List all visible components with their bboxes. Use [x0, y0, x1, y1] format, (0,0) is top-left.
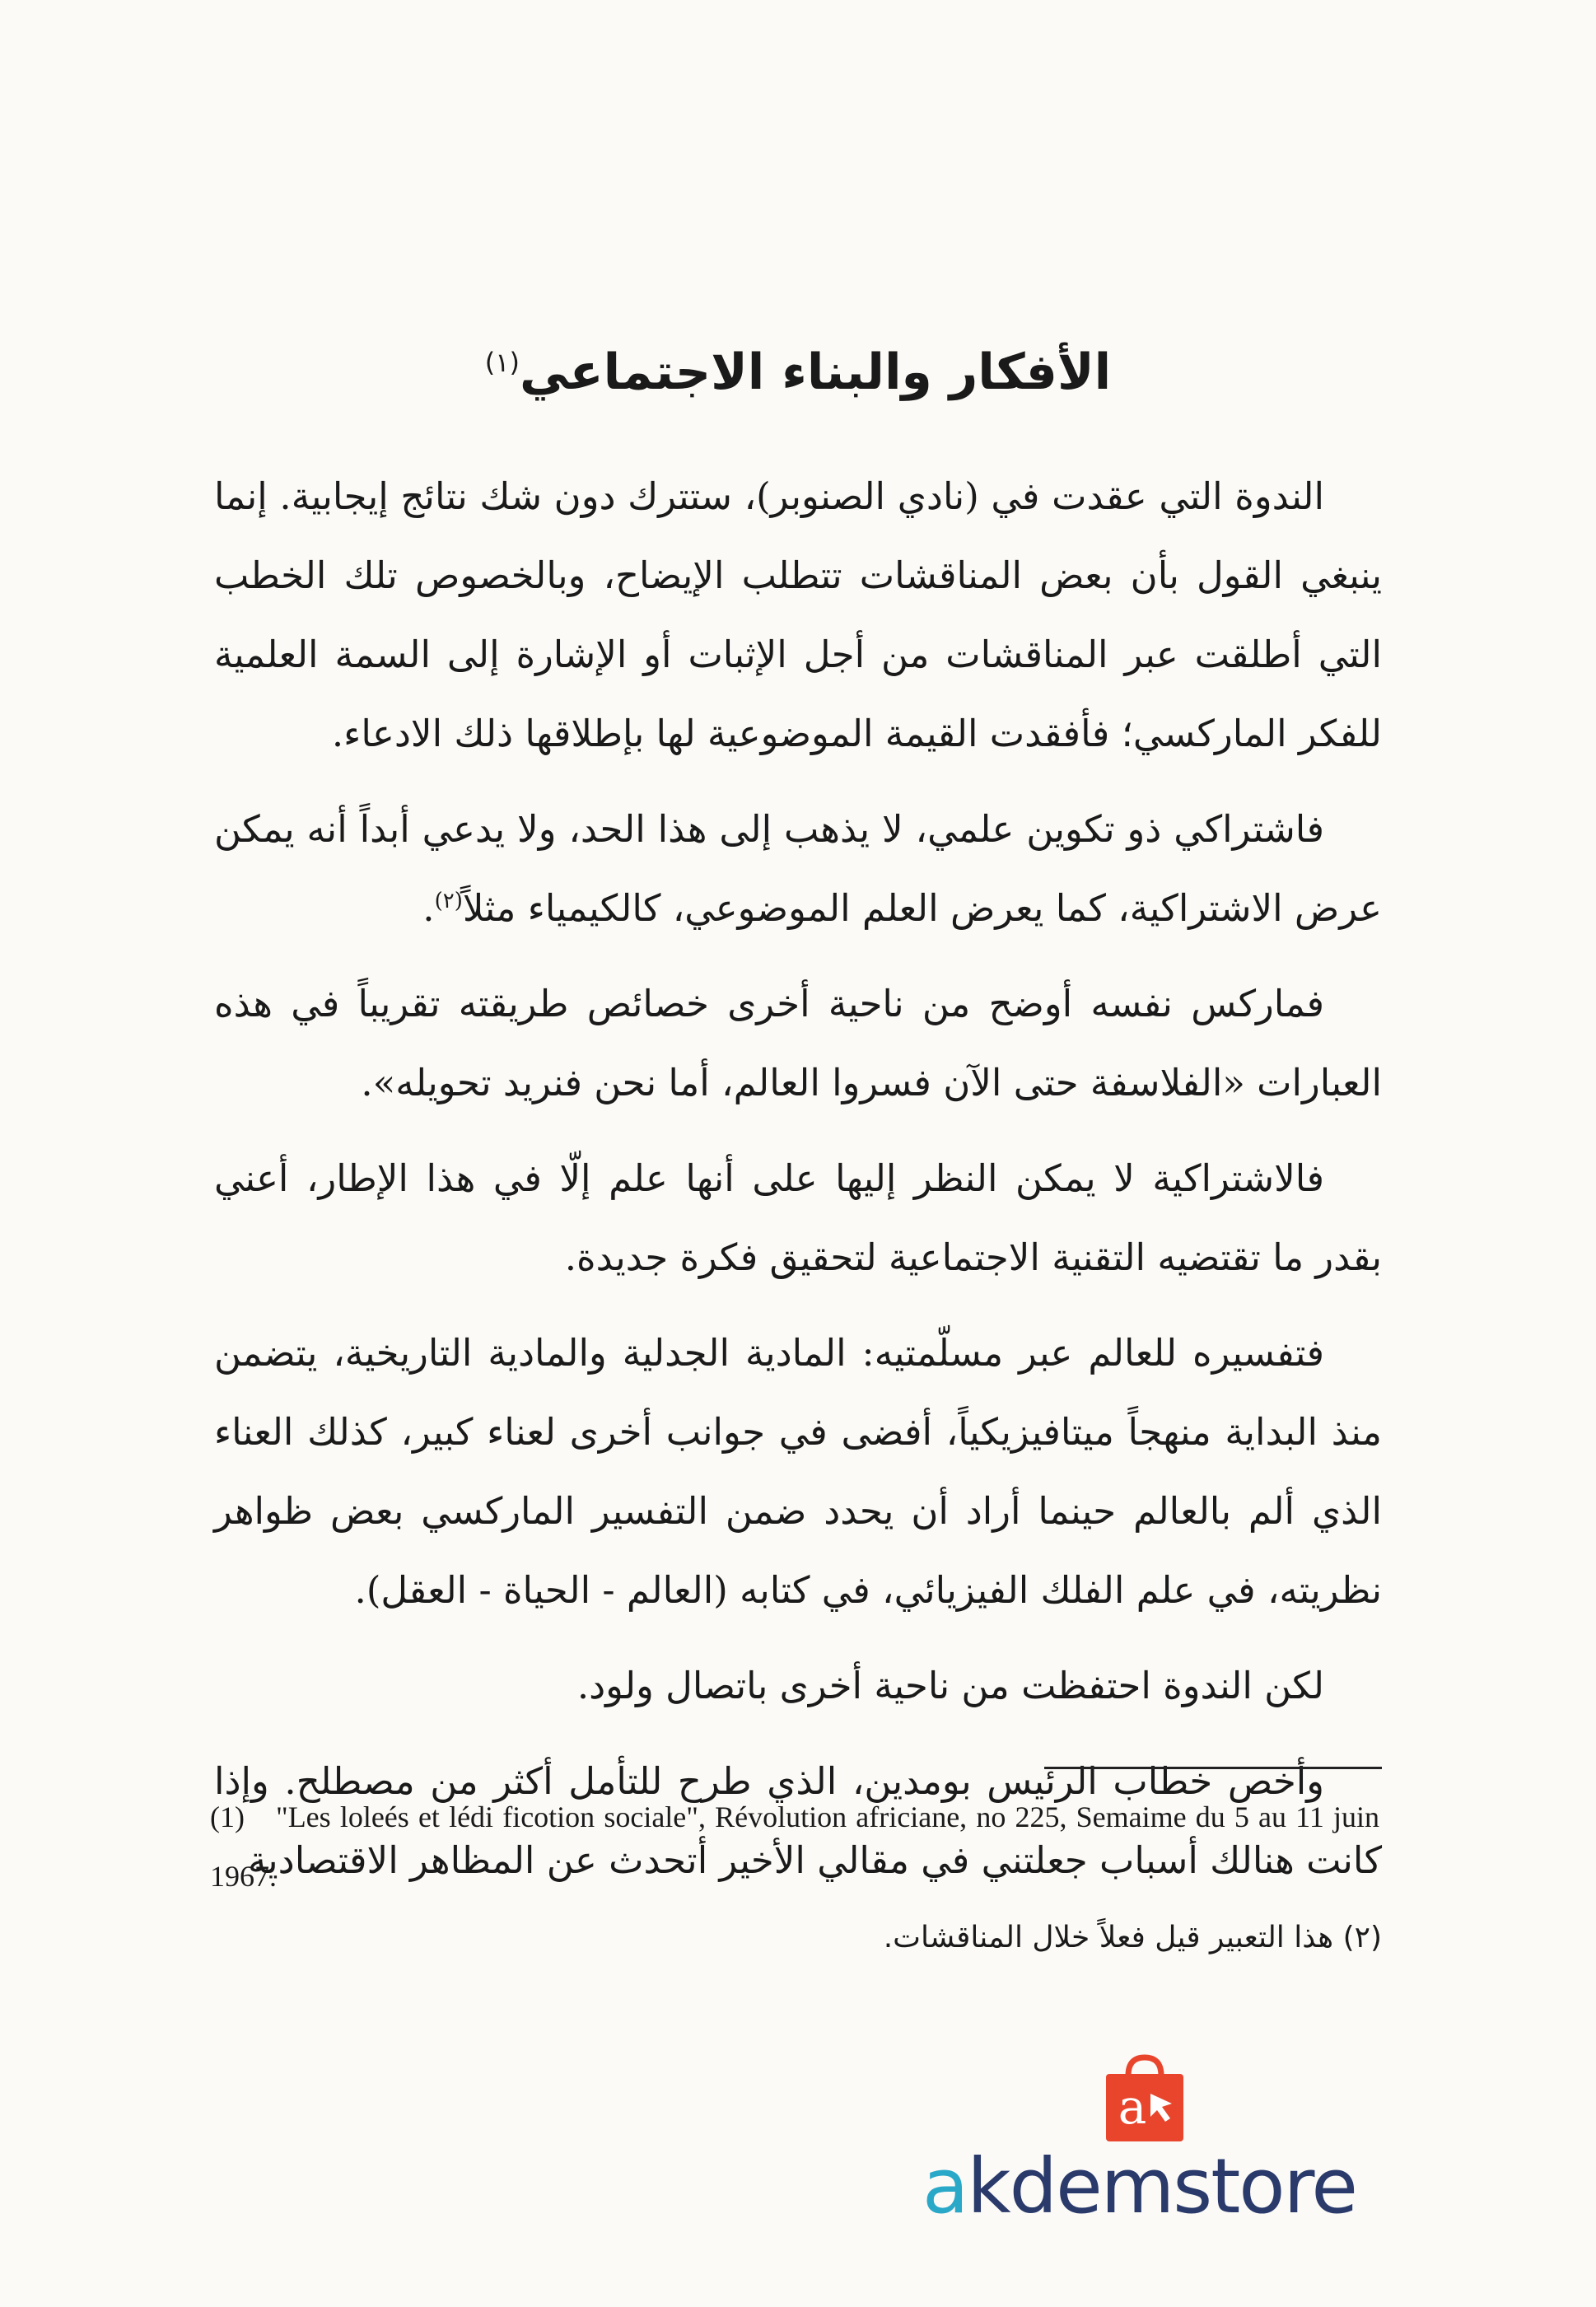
brand-letter-a: a	[922, 2142, 968, 2230]
shopping-bag-icon	[1099, 2051, 1190, 2146]
paragraph-7: وأخص خطاب الرئيس بومدين، الذي طرح للتأمل أكثر من مصطلح. وإذا كانت هنالك أسباب جعلتني في مقالي الأخير أتحدث عن المظاهر الاقتصادية	[214, 1759, 1382, 1882]
footnote-divider	[1044, 1767, 1382, 1769]
footnote-marker-2: (٢)	[434, 889, 463, 913]
page-title-text: الأفكار والبناء الاجتماعي	[519, 343, 1112, 401]
footnote-1-number: (1)	[210, 1800, 245, 1833]
brand-text: kdemstore	[967, 2142, 1356, 2230]
brand-name	[922, 2141, 1356, 2232]
footnote-2: (٢) هذا التعبير قيل فعلاً خلال المناقشات.	[883, 1921, 1382, 1954]
paragraph-3: فماركس نفسه أوضح من ناحية أخرى خصائص طريقته تقريباً في هذه العبارات «الفلاسفة حتى الآن فسروا العالم، أما نحن فنريد تحويله».	[214, 982, 1382, 1104]
paragraph-6: لكن الندوة احتفظت من ناحية أخرى باتصال ولود.	[576, 1664, 1324, 1707]
paragraph-2-end: .	[422, 886, 435, 930]
footnote-1-text: "Les loleés et lédi ficotion sociale", Révolution africiane, no 225, Semaime du 5 au 11 juin 1967.	[210, 1800, 1379, 1893]
paragraph-2	[214, 790, 1382, 948]
bag-letter: a	[1118, 2079, 1147, 2135]
page-title	[214, 325, 1382, 409]
body-text	[214, 457, 1382, 1917]
store-logo	[922, 2051, 1356, 2232]
paragraph-1: الندوة التي عقدت في (نادي الصنوبر)، ستترك دون شك نتائج إيجابية. إنما ينبغي القول بأن بعض المناقشات تتطلب الإيضاح، وبالخصوص تلك الخطب التي أطلقت عبر المناقشات من أجل الإثبات أو الإشارة إلى السمة العلمية للفكر الماركسي؛ فأفقدت القيمة الموضوعية لها بإطلاقها ذلك الادعاء.	[214, 474, 1382, 755]
paragraph-2-text: فاشتراكي ذو تكوين علمي، لا يذهب إلى هذا الحد، ولا يدعي أبداً أنه يمكن عرض الاشتراكية، كما يعرض العلم الموضوعي، كالكيمياء مثلاً	[214, 807, 1382, 930]
paragraph-5: فتفسيره للعالم عبر مسلّمتيه: المادية الجدلية والمادية التاريخية، يتضمن منذ البداية منهجاً ميتافيزيكياً، أفضى في جوانب أخرى لعناء كبير، كذلك العناء الذي ألم بالعالم حينما أراد أن يحدد ضمن التفسير الماركسي بعض ظواهر نظريته، في علم الفلك الفيزيائي، في كتابه (العالم - الحياة - العقل).	[214, 1331, 1382, 1612]
footnote-1	[210, 1787, 1379, 1906]
title-footnote-marker: (١)	[484, 347, 520, 378]
paragraph-4: فالاشتراكية لا يمكن النظر إليها على أنها علم إلّا في هذا الإطار، أعني بقدر ما تقتضيه التقنية الاجتماعية لتحقيق فكرة جديدة.	[214, 1156, 1382, 1279]
